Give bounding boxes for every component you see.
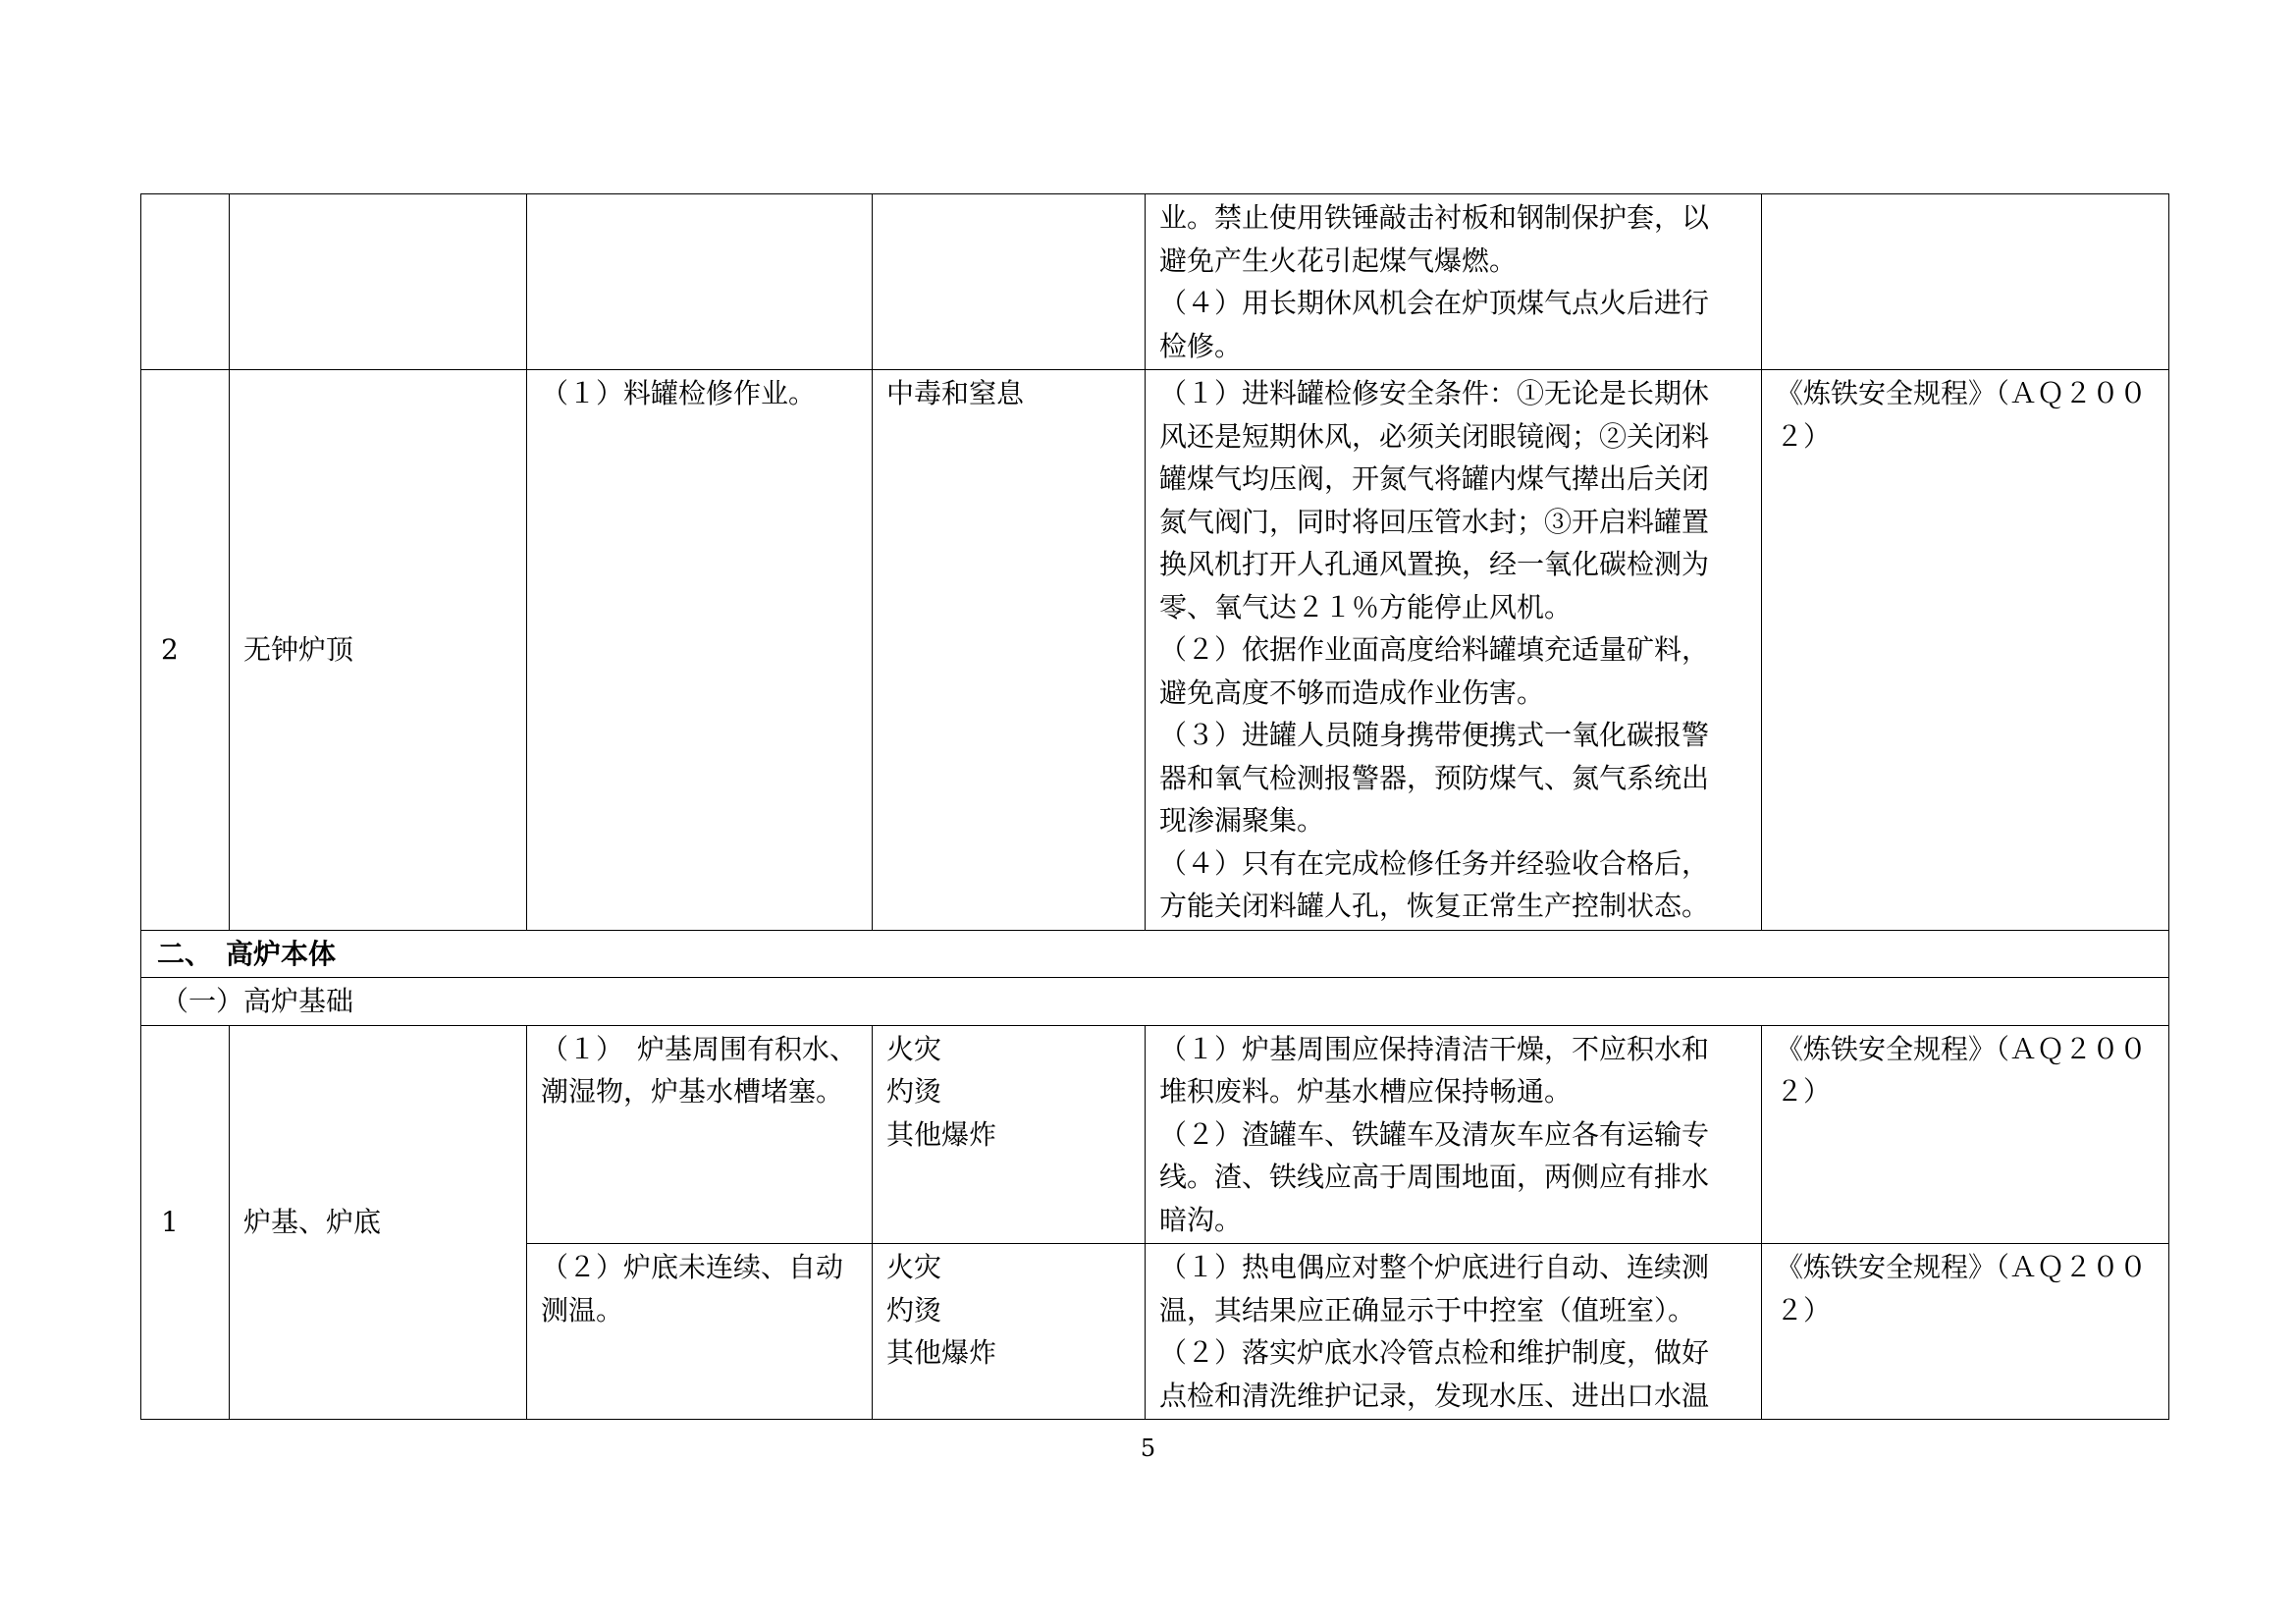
measure-line: （４）只有在完成检修任务并经验收合格后， [1159, 846, 1710, 880]
accident-type-line: 灼烫 [886, 1293, 942, 1326]
cell-basis: 《炼铁安全规程》（ＡＱ２００２） [1762, 1025, 2169, 1244]
cell-num: 2 [141, 370, 230, 931]
section-header-row [141, 930, 2169, 978]
cell-basis [1762, 194, 2169, 370]
measure-line: （４）用长期休风机会在炉顶煤气点火后进行 [1159, 287, 1710, 319]
measure-line: 器和氧气检测报警器，预防煤气、氮气系统出 [1159, 761, 1710, 794]
measure-line: 换风机打开人孔通风置换，经一氧化碳检测为 [1159, 548, 1710, 580]
measure-line: 避免高度不够而造成作业伤害。 [1159, 676, 1545, 709]
measure-line: 温，其结果应正确显示于中控室（值班室）。 [1159, 1293, 1696, 1326]
cell-accident-type [873, 1025, 1146, 1244]
measure-line: 零、氧气达２１％方能停止风机。 [1159, 590, 1573, 623]
measure-line: 方能关闭料罐人孔，恢复正常生产控制状态。 [1159, 890, 1710, 922]
cell-num [141, 194, 230, 370]
cell-measures [1146, 1025, 1762, 1244]
measure-line: （１）热电偶应对整个炉底进行自动、连续测 [1159, 1251, 1710, 1283]
cell-name: 炉基、炉底 [230, 1025, 527, 1420]
cell-hazard-source: （２）炉底未连续、自动测温。 [527, 1244, 873, 1420]
accident-type-line: 灼烫 [886, 1075, 942, 1108]
cell-measures [1146, 194, 1762, 370]
accident-type-line: 其他爆炸 [886, 1336, 997, 1369]
table-row-1-item-1 [141, 1025, 2169, 1244]
accident-type-line: 火灾 [886, 1032, 942, 1065]
table-row-2 [141, 370, 2169, 931]
accident-type-line: 其他爆炸 [886, 1117, 997, 1151]
measure-line: 点检和清洗维护记录，发现水压、进出口水温 [1159, 1379, 1710, 1412]
measure-line: 现渗漏聚集。 [1159, 804, 1325, 837]
cell-num: 1 [141, 1025, 230, 1420]
measure-line: 检修。 [1159, 329, 1243, 362]
cell-accident-type [873, 1244, 1146, 1420]
measure-line: 线。渣、铁线应高于周围地面，两侧应有排水 [1159, 1161, 1710, 1193]
measure-line: （１）进料罐检修安全条件：①无论是长期休 [1159, 377, 1710, 409]
section-title: 二、 高炉本体 [141, 930, 2169, 978]
measure-line: （２）依据作业面高度给料罐填充适量矿料， [1159, 633, 1710, 666]
measure-line: 避免产生火花引起煤气爆燃。 [1159, 244, 1518, 277]
cell-measures [1146, 1244, 1762, 1420]
cell-hazard-source [527, 194, 873, 370]
subsection-title: （一）高炉基础 [141, 978, 2169, 1026]
hazard-table [140, 193, 2169, 1420]
measure-line: （２）落实炉底水冷管点检和维护制度，做好 [1159, 1336, 1710, 1369]
cell-name [230, 194, 527, 370]
measure-line: 风还是短期休风，必须关闭眼镜阀；②关闭料 [1159, 419, 1710, 453]
measure-line: 氮气阀门，同时将回压管水封；③开启料罐置 [1159, 505, 1710, 538]
measure-line: （１）炉基周围应保持清洁干燥，不应积水和 [1159, 1032, 1710, 1065]
page-number: 5 [1140, 1435, 1156, 1462]
measure-line: 暗沟。 [1159, 1203, 1243, 1236]
measure-line: （３）进罐人员随身携带便携式一氧化碳报警 [1159, 719, 1710, 751]
cell-basis: 《炼铁安全规程》（ＡＱ２００２） [1762, 1244, 2169, 1420]
cell-name: 无钟炉顶 [230, 370, 527, 931]
subsection-header-row [141, 978, 2169, 1026]
cell-accident-type: 中毒和窒息 [873, 370, 1146, 931]
measure-line: 业。禁止使用铁锤敲击衬板和钢制保护套，以 [1159, 201, 1710, 234]
accident-type-line: 火灾 [886, 1251, 942, 1283]
measure-line: （２）渣罐车、铁罐车及清灰车应各有运输专 [1159, 1117, 1710, 1151]
cell-measures [1146, 370, 1762, 931]
cell-accident-type [873, 194, 1146, 370]
cell-hazard-source: （１） 炉基周围有积水、潮湿物，炉基水槽堵塞。 [527, 1025, 873, 1244]
measure-line: 堆积废料。炉基水槽应保持畅通。 [1159, 1075, 1573, 1108]
measure-line: 罐煤气均压阀，开氮气将罐内煤气撵出后关闭 [1159, 462, 1710, 495]
table-row-continuation [141, 194, 2169, 370]
cell-basis: 《炼铁安全规程》（ＡＱ２００２） [1762, 370, 2169, 931]
cell-hazard-source: （１）料罐检修作业。 [527, 370, 873, 931]
